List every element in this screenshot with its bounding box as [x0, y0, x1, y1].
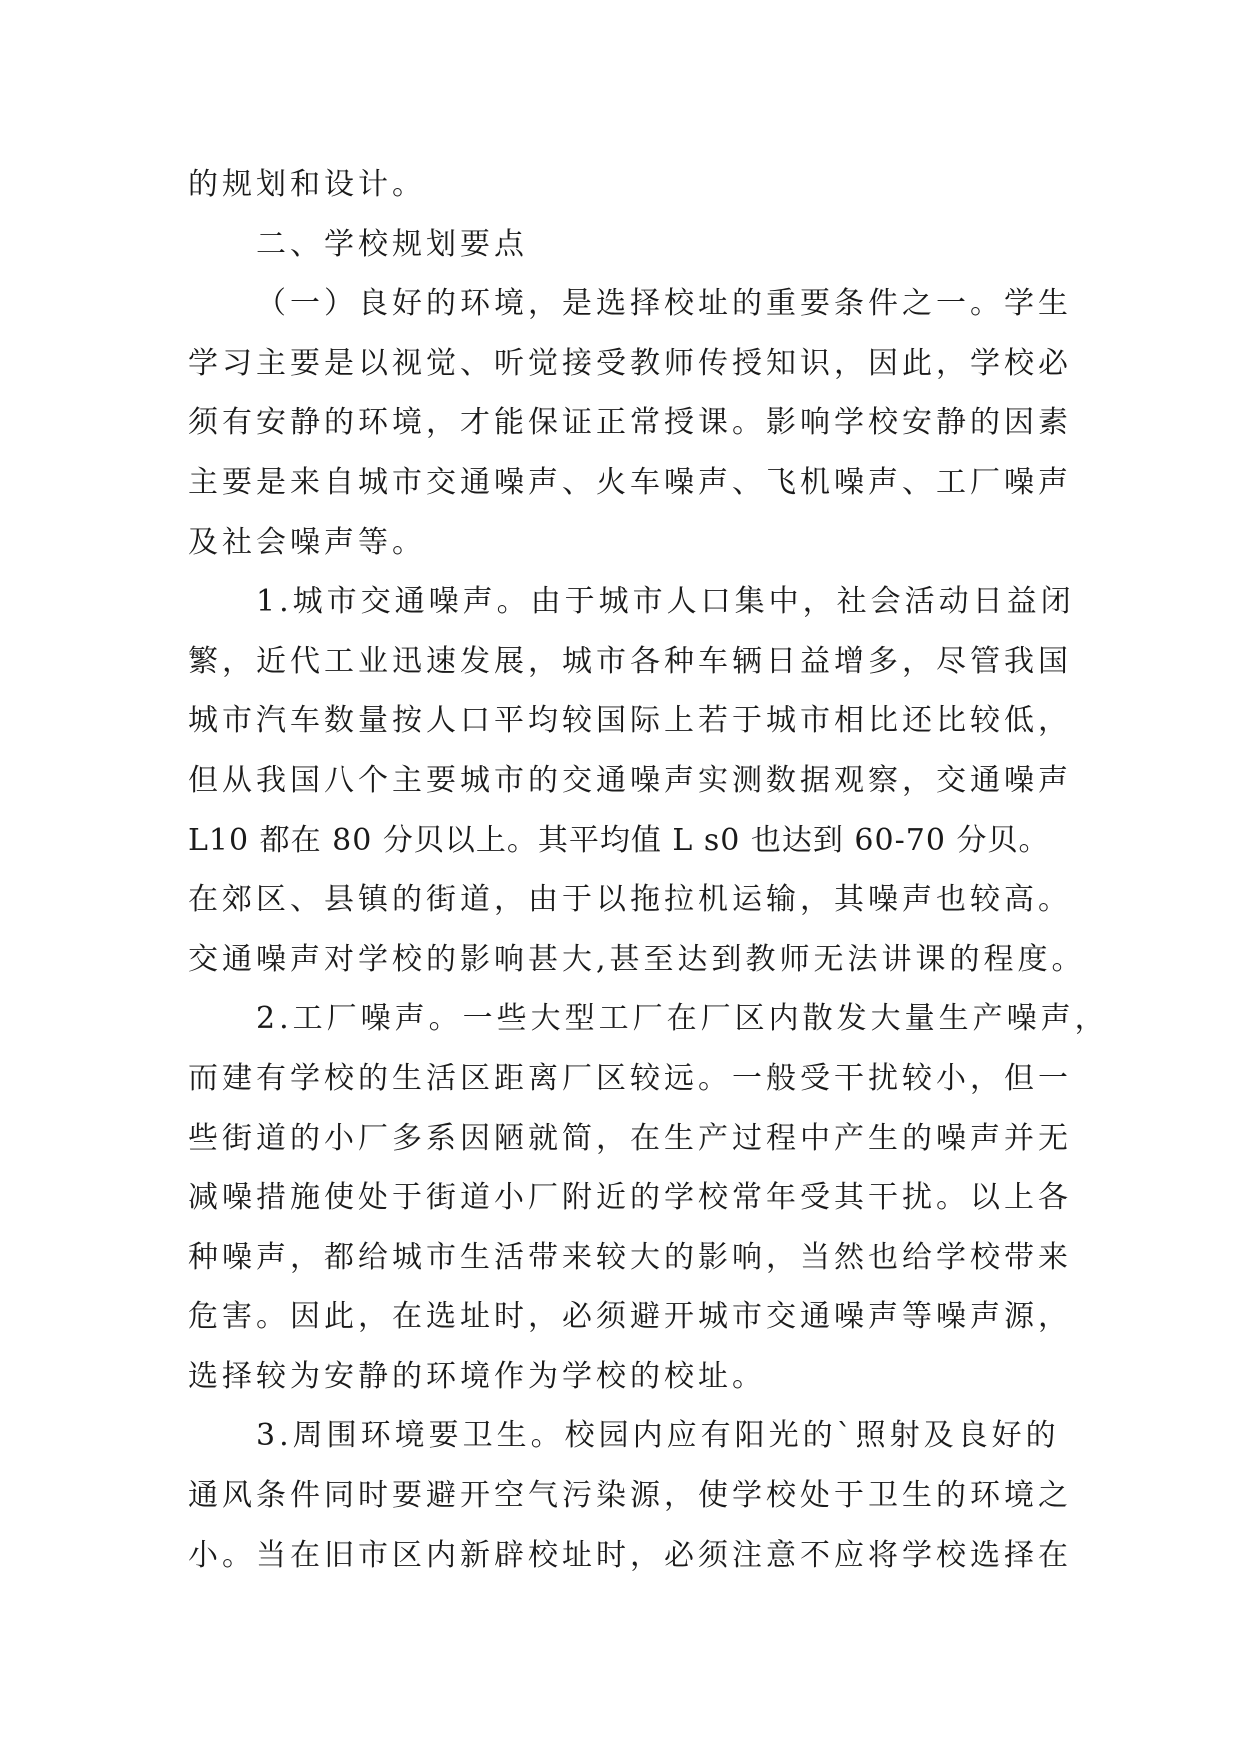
text-line: 通风条件同时要避开空气污染源，使学校处于卫生的环境之 [188, 1478, 1072, 1514]
text-line: 些街道的小厂多系因陋就简，在生产过程中产生的噪声并无 [188, 1120, 1072, 1156]
text-line: 须有安静的环境，才能保证正常授课。影响学校安静的因素 [188, 405, 1072, 441]
text-line: 繁，近代工业迅速发展，城市各种车辆日益增多，尽管我国 [188, 643, 1072, 679]
section-heading: 二、学校规划要点 [256, 226, 528, 262]
text-line: 但从我国八个主要城市的交通噪声实测数据观察，交通噪声 [188, 762, 1072, 798]
text-line: 城市汽车数量按人口平均较国际上若于城市相比还比较低， [188, 703, 1072, 739]
text-line: L10 都在 80 分贝以上。其平均值 L s0 也达到 60-70 分贝。 [188, 822, 1050, 858]
text-line: 学习主要是以视觉、听觉接受教师传授知识，因此，学校必 [188, 345, 1072, 381]
text-line: 而建有学校的生活区距离厂区较远。一般受干扰较小，但一 [188, 1060, 1072, 1096]
text-line: 3.周围环境要卫生。校园内应有阳光的`照射及良好的 [256, 1418, 1060, 1454]
text-line: 在郊区、县镇的街道，由于以拖拉机运输，其噪声也较高。 [188, 882, 1072, 918]
text-line: 的规划和设计。 [188, 167, 426, 202]
text-line: 种噪声，都给城市生活带来较大的影响，当然也给学校带来 [188, 1239, 1072, 1275]
text-line: 及社会噪声等。 [188, 524, 426, 560]
text-line: 小。当在旧市区内新辟校址时，必须注意不应将学校选择在 [188, 1537, 1072, 1573]
body-text [188, 155, 1109, 1585]
text-line: 2.工厂噪声。一些大型工厂在厂区内散发大量生产噪声， [256, 1001, 1109, 1037]
text-line: 交通噪声对学校的影响甚大,甚至达到教师无法讲课的程度。 [188, 941, 1086, 977]
text-line: 选择较为安静的环境作为学校的校址。 [188, 1358, 766, 1394]
text-line: 危害。因此，在选址时，必须避开城市交通噪声等噪声源， [188, 1299, 1072, 1335]
text-line: 1.城市交通噪声。由于城市人口集中，社会活动日益闭 [256, 584, 1075, 620]
text-line: 主要是来自城市交通噪声、火车噪声、飞机噪声、工厂噪声 [188, 464, 1072, 500]
text-line: （一）良好的环境，是选择校址的重要条件之一。学生 [256, 286, 1072, 322]
text-line: 减噪措施使处于街道小厂附近的学校常年受其干扰。以上各 [188, 1180, 1072, 1216]
